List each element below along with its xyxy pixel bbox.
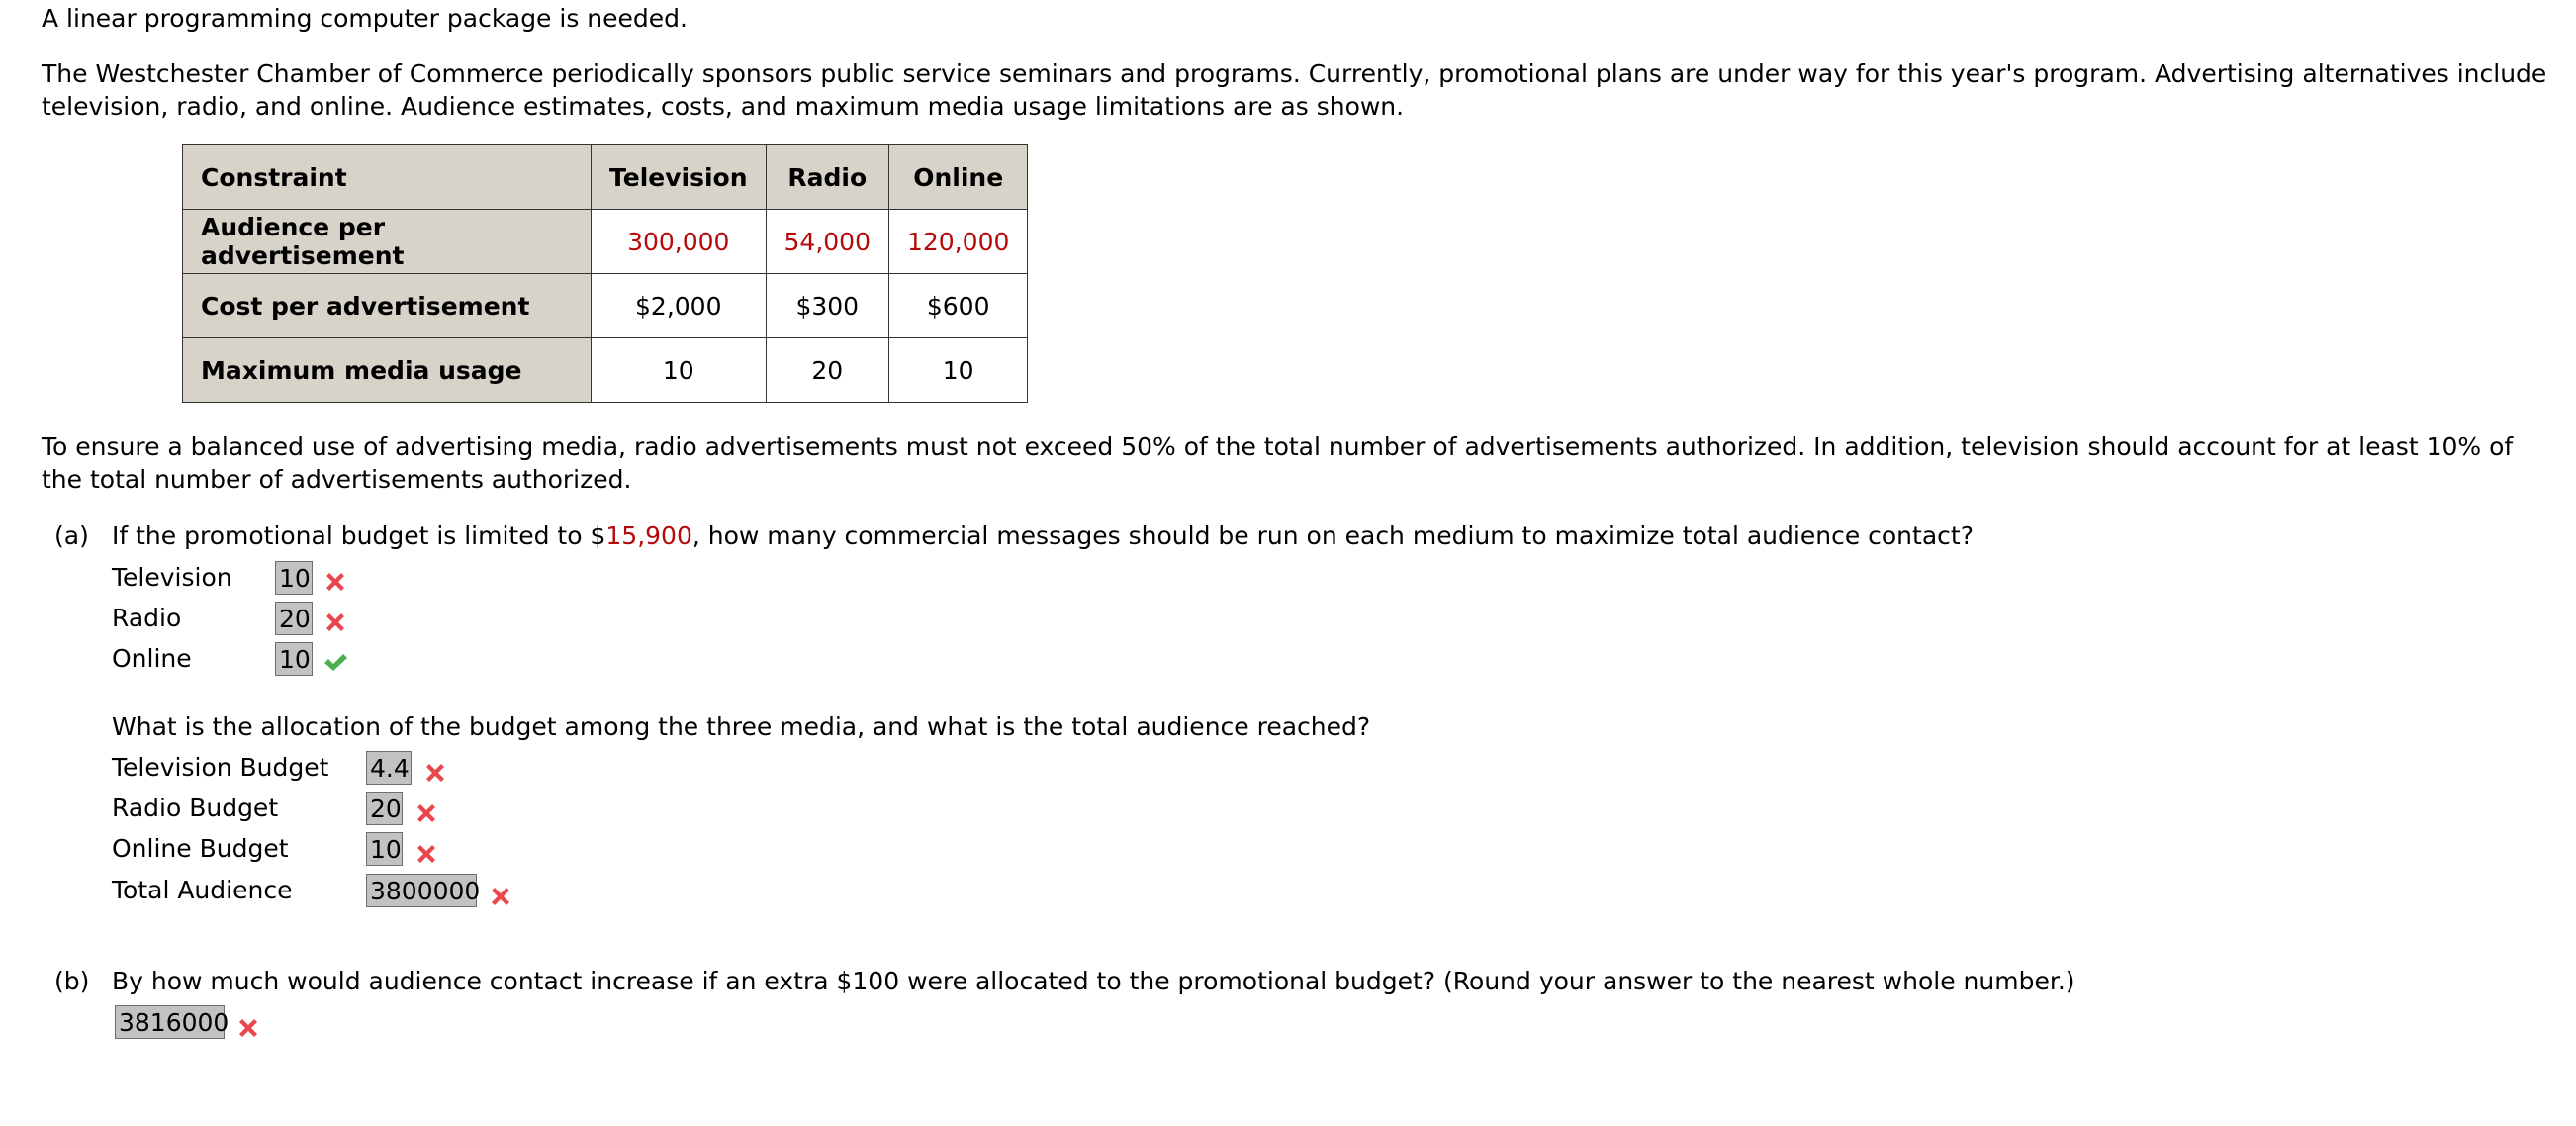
cell-audience-radio: 54,000	[766, 210, 888, 274]
television-count-input[interactable]: 10	[275, 561, 313, 595]
answer-label-online: Online	[112, 644, 192, 673]
part-a-marker: (a)	[54, 521, 89, 550]
cell-max-radio: 20	[766, 338, 888, 403]
incorrect-x-icon	[414, 800, 439, 826]
table-header-radio: Radio	[766, 145, 888, 210]
cell-cost-television: $2,000	[592, 274, 767, 338]
table-header-constraint: Constraint	[183, 145, 592, 210]
cell-cost-radio: $300	[766, 274, 888, 338]
incorrect-x-icon	[422, 760, 448, 786]
incorrect-x-icon	[235, 1015, 261, 1041]
cell-cost-online: $600	[889, 274, 1028, 338]
row-label: Cost per advertisement	[183, 274, 592, 338]
table-row-audience	[183, 210, 1028, 274]
media-table	[182, 144, 1028, 403]
table-row-cost	[183, 274, 1028, 338]
answer-label-total-audience: Total Audience	[112, 876, 293, 904]
constraints-paragraph: To ensure a balanced use of advertising media, radio advertisements must not exceed 50% of the total number of advertisements authorized. In addition, television should account for at least 10% of the total number of advertisements authorized.	[42, 432, 2514, 494]
question-text: If the promotional budget is limited to $	[112, 521, 606, 550]
part-b-marker: (b)	[54, 967, 90, 995]
answer-label-online-budget: Online Budget	[112, 834, 289, 863]
incorrect-x-icon	[488, 884, 513, 909]
answer-label-television-budget: Television Budget	[112, 753, 329, 782]
budget-value: 15,900	[605, 521, 692, 550]
online-count-input[interactable]: 10	[275, 642, 313, 676]
question-text: , how many commercial messages should be run on each medium to maximize total audience contact?	[691, 521, 1974, 550]
answer-label-television: Television	[112, 563, 232, 592]
table-header-television: Television	[592, 145, 767, 210]
part-b-question: By how much would audience contact increase if an extra $100 were allocated to the promotional budget? (Round your answer to the nearest whole number.)	[112, 967, 2075, 995]
table-header-row	[183, 145, 1028, 210]
incorrect-x-icon	[322, 610, 348, 635]
intro-paragraph: The Westchester Chamber of Commerce periodically sponsors public service seminars and programs. Currently, promotional plans are under way for this year's program. Advertising alternatives include television, radio, and online. Audience estimates, costs, and maximum media usage limitations are as shown.	[42, 59, 2547, 121]
correct-check-icon	[322, 649, 348, 675]
cell-max-online: 10	[889, 338, 1028, 403]
row-label: Maximum media usage	[183, 338, 592, 403]
radio-count-input[interactable]: 20	[275, 602, 313, 635]
audience-increase-input[interactable]: 3816000	[115, 1005, 225, 1039]
answer-label-radio-budget: Radio Budget	[112, 794, 279, 822]
incorrect-x-icon	[414, 841, 439, 867]
answer-label-radio: Radio	[112, 604, 182, 632]
followup-question: What is the allocation of the budget among the three media, and what is the total audience reached?	[112, 712, 1371, 741]
table-header-online: Online	[889, 145, 1028, 210]
total-audience-input[interactable]: 3800000	[366, 874, 477, 907]
row-label: Audience per advertisement	[183, 210, 592, 274]
incorrect-x-icon	[322, 569, 348, 595]
table-row-max-usage	[183, 338, 1028, 403]
intro-line: A linear programming computer package is needed.	[42, 4, 688, 33]
radio-budget-input[interactable]: 20	[366, 792, 403, 825]
cell-audience-television: 300,000	[592, 210, 767, 274]
part-a-question	[112, 519, 1974, 552]
television-budget-input[interactable]: 4.4	[366, 751, 412, 785]
online-budget-input[interactable]: 10	[366, 832, 403, 866]
cell-max-television: 10	[592, 338, 767, 403]
cell-audience-online: 120,000	[889, 210, 1028, 274]
